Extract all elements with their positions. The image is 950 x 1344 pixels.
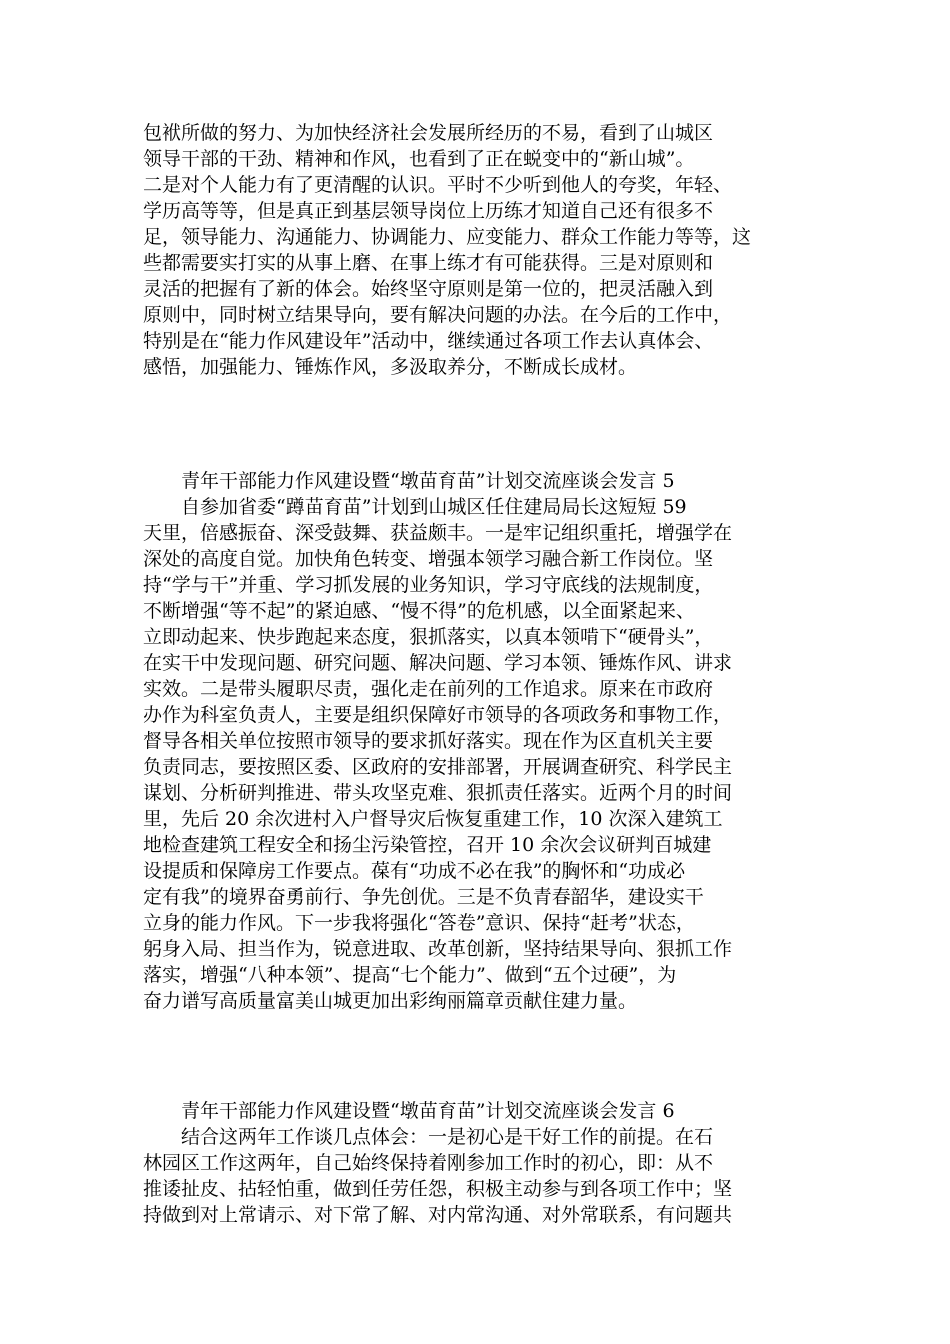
text-line: 在实干中发现问题、研究问题、解决问题、学习本领、锤炼作风、讲求 <box>143 652 733 674</box>
text-line: 办作为科室负责人，主要是组织保障好市领导的各项政务和事物工作， <box>143 704 733 726</box>
text-line: 不断增强“等不起”的紧迫感、“慢不得”的危机感，以全面紧起来、 <box>143 600 695 622</box>
section-3 <box>143 1098 811 1228</box>
text-line: 立身的能力作风。下一步我将强化“答卷”意识、保持“赶考”状态， <box>143 912 695 934</box>
text-line: 些都需要实打实的从事上磨、在事上练才有可能获得。三是对原则和 <box>143 252 714 274</box>
section-2 <box>143 468 811 1014</box>
text-line: 实效。二是带头履职尽责，强化走在前列的工作追求。原来在市政府 <box>143 678 714 700</box>
text-line: 自参加省委“蹲苗育苗”计划到山城区任住建局局长这短短 59 <box>181 496 687 518</box>
text-line: 定有我”的境界奋勇前行、争先创优。三是不负青春韶华，建设实干 <box>143 886 704 908</box>
text-line: 督导各相关单位按照市领导的要求抓好落实。现在作为区直机关主要 <box>143 730 714 752</box>
text-line: 设提质和保障房工作要点。葆有“功成不必在我”的胸怀和“功成必 <box>143 860 686 882</box>
text-line: 结合这两年工作谈几点体会：一是初心是干好工作的前提。在石 <box>181 1126 714 1148</box>
text-line: 立即动起来、快步跑起来态度，狠抓落实，以真本领啃下“硬骨头”， <box>143 626 714 648</box>
text-line: 特别是在“能力作风建设年”活动中，继续通过各项工作去认真体会、 <box>143 330 714 352</box>
text-line: 奋力谱写高质量富美山城更加出彩绚丽篇章贡献住建力量。 <box>143 990 638 1012</box>
text-line: 落实，增强“八种本领”、提高“七个能力”、做到“五个过硬”，为 <box>143 964 677 986</box>
section-3-title: 青年干部能力作风建设暨“墩苗育苗”计划交流座谈会发言 6 <box>181 1100 675 1122</box>
text-line: 学历高等等，但是真正到基层领导岗位上历练才知道自己还有很多不 <box>143 200 714 222</box>
text-line: 推诿扯皮、拈轻怕重，做到任劳任怨，积极主动参与到各项工作中；坚 <box>143 1178 733 1200</box>
text-line: 负责同志，要按照区委、区政府的安排部署，开展调查研究、科学民主 <box>143 756 733 778</box>
text-line: 躬身入局、担当作为，锐意进取、改革创新，坚持结果导向、狠抓工作 <box>143 938 733 960</box>
text-line: 林园区工作这两年，自己始终保持着刚参加工作时的初心，即：从不 <box>143 1152 714 1174</box>
text-line: 持“学与干”并重、学习抓发展的业务知识，学习守底线的法规制度， <box>143 574 714 596</box>
text-line: 持做到对上常请示、对下常了解、对内常沟通、对外常联系，有问题共 <box>143 1204 733 1226</box>
text-line: 谋划、分析研判推进、带头攻坚克难、狠抓责任落实。近两个月的时间 <box>143 782 733 804</box>
text-line: 感悟，加强能力、锤炼作风，多汲取养分，不断成长成材。 <box>143 356 638 378</box>
section-2-title: 青年干部能力作风建设暨“墩苗育苗”计划交流座谈会发言 5 <box>181 470 675 492</box>
text-line: 领导干部的干劲、精神和作风，也看到了正在蜕变中的“新山城”。 <box>143 148 695 170</box>
text-line: 深处的高度自觉。加快角色转变、增强本领学习融合新工作岗位。坚 <box>143 548 714 570</box>
text-line: 里，先后 20 余次进村入户督导灾后恢复重建工作，10 次深入建筑工 <box>143 808 723 830</box>
text-line: 地检查建筑工程安全和扬尘污染管控，召开 10 余次会议研判百城建 <box>143 834 712 856</box>
text-line: 灵活的把握有了新的体会。始终坚守原则是第一位的，把灵活融入到 <box>143 278 714 300</box>
text-line: 原则中，同时树立结果导向，要有解决问题的办法。在今后的工作中， <box>143 304 733 326</box>
section-1-body <box>143 120 811 380</box>
text-line: 二是对个人能力有了更清醒的认识。平时不少听到他人的夸奖，年轻、 <box>143 174 733 196</box>
text-line: 包袱所做的努力、为加快经济社会发展所经历的不易，看到了山城区 <box>143 122 714 144</box>
text-line: 足，领导能力、沟通能力、协调能力、应变能力、群众工作能力等等，这 <box>143 226 752 248</box>
text-line: 天里，倍感振奋、深受鼓舞、获益颇丰。一是牢记组织重托，增强学在 <box>143 522 733 544</box>
